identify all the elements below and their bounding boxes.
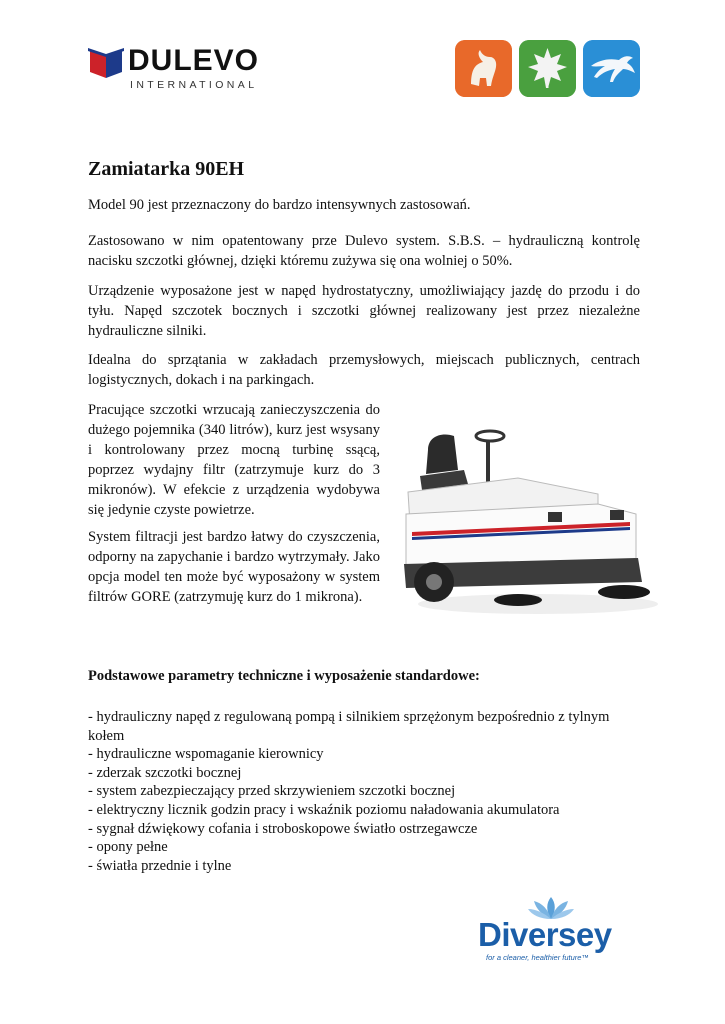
paragraph-brushes: Pracujące szczotki wrzucają zanieczyszczenia do dużego pojemnika (340 litrów), kurz jest wsysany i kontrolowany przez mocną turbinę ssącą, poprzez wydajny filtr (zatrzymuje kurz do 3 mikronów). W efekcie z urządzenia wydobywa się jedynie czyste powietrze.	[88, 402, 380, 518]
list-item: - hydrauliczne wspomaganie kierownicy	[88, 746, 324, 763]
bull-icon	[455, 40, 512, 97]
sweeper-machine-icon	[398, 414, 668, 624]
list-item: - elektryczny licznik godzin pracy i wskaźnik poziomu naładowania akumulatora	[88, 801, 560, 818]
list-item: - sygnał dźwiękowy cofania i stroboskopowe światło ostrzegawcze	[88, 820, 478, 837]
cheetah-tile	[583, 40, 640, 97]
dulevo-subtitle: INTERNATIONAL	[130, 79, 258, 91]
diversey-tagline: for a cleaner, healthier future™	[486, 953, 589, 962]
dulevo-wordmark: DULEVO	[128, 44, 260, 77]
paragraph-usage: Idealna do sprzątania w zakładach przemysłowych, miejscach publicznych, centrach logistycznych, dokach i na parkingach.	[88, 352, 640, 388]
list-item: - światła przednie i tylne	[88, 857, 232, 874]
cheetah-icon	[583, 40, 640, 97]
diversey-logo	[470, 895, 630, 970]
diversey-wordmark: Diversey	[478, 916, 612, 953]
sweeper-photo	[398, 414, 668, 624]
page-title: Zamiatarka 90EH	[88, 158, 245, 180]
paragraph-drive: Urządzenie wyposażone jest w napęd hydrostatyczny, umożliwiający jazdę do przodu i do tyłu. Napęd szczotek bocznych i szczotki głównej realizowany jest przez niezależne hydrauliczne silniki.	[88, 283, 640, 339]
bull-tile	[455, 40, 512, 97]
specs-heading: Podstawowe parametry techniczne i wyposażenie standardowe:	[88, 668, 480, 684]
leaf-icon	[519, 40, 576, 97]
dulevo-logo	[88, 44, 260, 100]
list-item: - opony pełne	[88, 839, 168, 856]
paragraph-sbs: Zastosowano w nim opatentowany prze Dulevo system. S.B.S. – hydrauliczną kontrolę nacisku szczotki głównej, dzięki któremu zużywa się ona wolniej o 50%.	[88, 233, 640, 269]
leaf-tile	[519, 40, 576, 97]
list-item: - zderzak szczotki bocznej	[88, 764, 242, 781]
dulevo-emblem-icon	[88, 46, 124, 80]
paragraph-intro: Model 90 jest przeznaczony do bardzo intensywnych zastosowań.	[88, 197, 471, 213]
list-item: - system zabezpieczający przed skrzywieniem szczotki bocznej	[88, 783, 456, 800]
specs-list	[88, 708, 648, 875]
paragraph-filtration: System filtracji jest bardzo łatwy do czyszczenia, odporny na zapychanie i bardzo wytrzymały. Jako opcja model ten może być wyposażony w system filtrów GORE (zatrzymuję kurz do 1 mikrona).	[88, 529, 380, 605]
list-item: - hydrauliczny napęd z regulowaną pompą i silnikiem sprzężonym bezpośrednio z tylnym kołem	[88, 709, 610, 744]
